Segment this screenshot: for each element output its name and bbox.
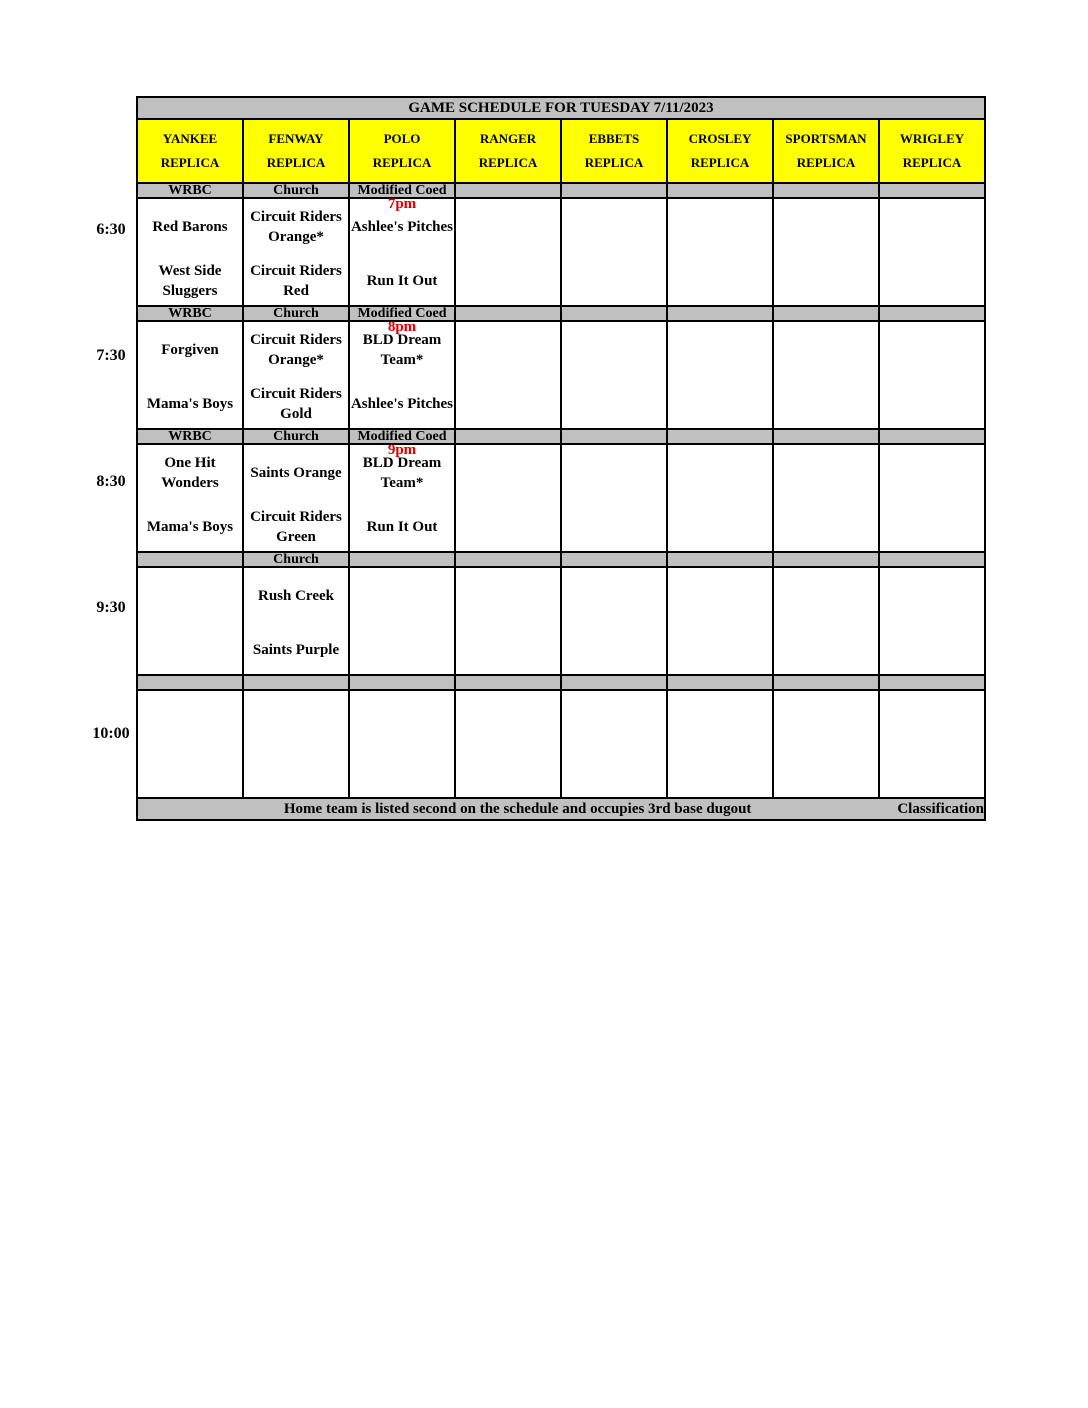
classification-cell: Church: [243, 552, 349, 567]
home-team: Run It Out: [366, 519, 438, 535]
home-team: Circuit Riders Red: [250, 263, 342, 299]
classification-cell: [455, 552, 561, 567]
game-row: [137, 567, 985, 675]
game-schedule-table: [136, 96, 986, 821]
game-cell: [667, 444, 773, 552]
field-header-ebbets: [561, 119, 667, 183]
classification-cell: [455, 675, 561, 690]
classification-cell: [455, 429, 561, 444]
visiting-team: BLD Dream Team*: [362, 332, 442, 368]
classification-cell: [561, 552, 667, 567]
game-cell: [243, 321, 349, 429]
home-team: West Side Sluggers: [158, 263, 222, 299]
visiting-team: BLD Dream Team*: [362, 455, 442, 491]
classification-cell: [561, 306, 667, 321]
game-row: [137, 321, 985, 429]
field-name: RANGER: [479, 131, 537, 146]
classification-row: [137, 675, 985, 690]
footer-cell: [137, 798, 985, 820]
classification-row: [137, 183, 985, 198]
game-cell: [879, 444, 985, 552]
game-cell: [349, 690, 455, 798]
field-header-row: [137, 119, 985, 183]
game-cell: [561, 567, 667, 675]
game-cell: [243, 198, 349, 306]
field-type: REPLICA: [902, 155, 962, 170]
game-cell: [455, 567, 561, 675]
visiting-team: Rush Creek: [258, 588, 334, 604]
game-start-time: 7pm: [387, 196, 417, 212]
field-name: POLO: [383, 131, 421, 146]
classification-cell: [773, 552, 879, 567]
field-type: REPLICA: [584, 155, 644, 170]
classification-cell: [349, 552, 455, 567]
field-type: REPLICA: [372, 155, 432, 170]
classification-cell: [879, 429, 985, 444]
classification-cell: [879, 552, 985, 567]
classification-cell: Modified Coed: [349, 429, 455, 444]
schedule-title: GAME SCHEDULE FOR TUESDAY 7/11/2023: [137, 97, 985, 119]
classification-cell: WRBC: [137, 183, 243, 198]
game-cell: [243, 444, 349, 552]
classification-legend: Classification: [897, 800, 984, 817]
classification-cell: [773, 429, 879, 444]
classification-cell: [243, 675, 349, 690]
classification-cell: [879, 306, 985, 321]
game-row: [137, 444, 985, 552]
home-team: Run It Out: [366, 273, 438, 289]
game-cell: [349, 567, 455, 675]
field-header-crosley: [667, 119, 773, 183]
visiting-team: Ashlee's Pitches: [350, 219, 454, 235]
classification-cell: Church: [243, 183, 349, 198]
field-type: REPLICA: [160, 155, 220, 170]
classification-cell: [667, 675, 773, 690]
field-name: CROSLEY: [688, 131, 752, 146]
field-header-wrigley: [879, 119, 985, 183]
game-cell: [349, 444, 455, 552]
field-name: YANKEE: [162, 131, 218, 146]
classification-cell: [667, 306, 773, 321]
field-header-sportsman: [773, 119, 879, 183]
game-cell: [667, 198, 773, 306]
footer-row: [137, 798, 985, 820]
game-cell: [667, 690, 773, 798]
classification-cell: [667, 429, 773, 444]
classification-cell: [561, 675, 667, 690]
home-team: Circuit Riders Green: [250, 509, 342, 545]
game-cell: [455, 198, 561, 306]
game-cell: [137, 567, 243, 675]
classification-cell: [561, 429, 667, 444]
game-cell: [561, 321, 667, 429]
classification-cell: [137, 552, 243, 567]
game-start-time: 9pm: [387, 442, 417, 458]
classification-row: [137, 552, 985, 567]
game-cell: [349, 321, 455, 429]
game-cell: [349, 198, 455, 306]
classification-cell: [773, 675, 879, 690]
home-team: Circuit Riders Gold: [250, 386, 342, 422]
classification-cell: [349, 675, 455, 690]
classification-row: [137, 429, 985, 444]
classification-row: [137, 306, 985, 321]
game-cell: [243, 690, 349, 798]
game-cell: [879, 567, 985, 675]
visiting-team: One Hit Wonders: [161, 455, 219, 491]
game-cell: [667, 567, 773, 675]
field-type: REPLICA: [796, 155, 856, 170]
game-cell: [455, 444, 561, 552]
visiting-team: Forgiven: [161, 342, 219, 358]
classification-cell: Church: [243, 429, 349, 444]
time-slot-label: 6:30: [96, 221, 126, 238]
game-row: [137, 198, 985, 306]
home-team: Mama's Boys: [146, 396, 234, 412]
home-team: Mama's Boys: [146, 519, 234, 535]
classification-cell: [137, 675, 243, 690]
visiting-team: Circuit Riders Orange*: [250, 332, 342, 368]
game-cell: [137, 690, 243, 798]
game-cell: [455, 690, 561, 798]
game-cell: [667, 321, 773, 429]
game-cell: [773, 444, 879, 552]
classification-cell: WRBC: [137, 429, 243, 444]
game-cell: [137, 198, 243, 306]
visiting-team: Circuit Riders Orange*: [250, 209, 342, 245]
game-start-time: 8pm: [387, 319, 417, 335]
field-name: FENWAY: [268, 131, 324, 146]
game-cell: [455, 321, 561, 429]
classification-cell: [455, 183, 561, 198]
classification-cell: [879, 675, 985, 690]
game-cell: [773, 321, 879, 429]
classification-cell: [667, 552, 773, 567]
classification-cell: [455, 306, 561, 321]
game-cell: [561, 198, 667, 306]
field-type: REPLICA: [266, 155, 326, 170]
game-cell: [243, 567, 349, 675]
home-team-note: Home team is listed second on the schedule and occupies 3rd base dugout: [283, 800, 752, 817]
classification-cell: [879, 183, 985, 198]
classification-cell: [561, 183, 667, 198]
time-slot-label: 7:30: [96, 347, 126, 364]
game-cell: [879, 198, 985, 306]
visiting-team: Saints Orange: [250, 465, 342, 481]
classification-cell: [773, 183, 879, 198]
field-name: WRIGLEY: [899, 131, 965, 146]
game-cell: [773, 198, 879, 306]
field-name: EBBETS: [588, 131, 640, 146]
field-header-polo: [349, 119, 455, 183]
classification-cell: [667, 183, 773, 198]
game-cell: [561, 690, 667, 798]
game-cell: [879, 321, 985, 429]
game-row: [137, 690, 985, 798]
game-cell: [773, 567, 879, 675]
field-type: REPLICA: [690, 155, 750, 170]
game-cell: [773, 690, 879, 798]
home-team: Ashlee's Pitches: [350, 396, 454, 412]
home-team: Saints Purple: [252, 642, 340, 658]
field-name: SPORTSMAN: [785, 131, 867, 146]
field-header-yankee: [137, 119, 243, 183]
field-header-fenway: [243, 119, 349, 183]
classification-cell: Modified Coed: [349, 306, 455, 321]
time-slot-label: 8:30: [96, 473, 126, 490]
time-slot-label: 9:30: [96, 599, 126, 616]
game-cell: [561, 444, 667, 552]
classification-cell: Modified Coed: [349, 183, 455, 198]
game-cell: [879, 690, 985, 798]
game-cell: [137, 444, 243, 552]
visiting-team: Red Barons: [152, 219, 228, 235]
field-type: REPLICA: [478, 155, 538, 170]
classification-cell: Church: [243, 306, 349, 321]
time-slot-label: 10:00: [92, 725, 130, 742]
classification-cell: WRBC: [137, 306, 243, 321]
classification-cell: [773, 306, 879, 321]
field-header-ranger: [455, 119, 561, 183]
game-cell: [137, 321, 243, 429]
